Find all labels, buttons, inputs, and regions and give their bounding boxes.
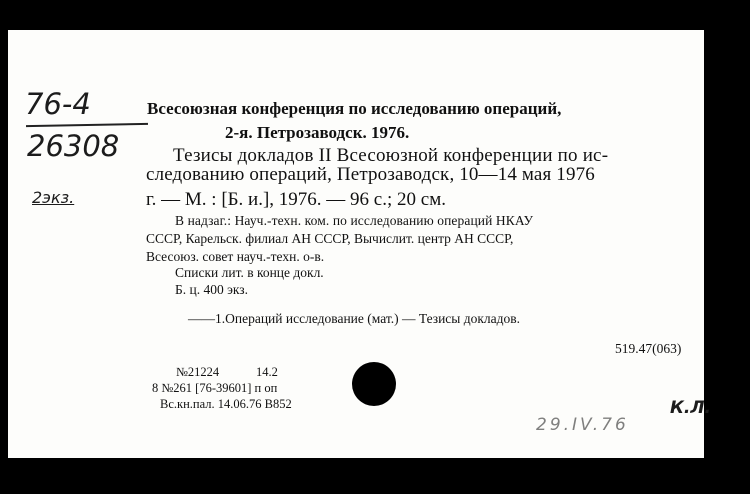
note-price: Б. ц. 400 экз. [175,282,248,297]
handwritten-copies: 2экз. [32,188,75,207]
handwritten-mark: К.Л. [670,398,711,418]
heading-line-1: Всесоюзная конференция по исследованию операций, [147,99,562,118]
classification-number: 519.47(063) [615,341,682,356]
catalog-card [8,30,711,458]
punch-hole [352,362,396,406]
note-line-3: Всесоюз. совет науч.-техн. о-в. [146,249,325,264]
body-line-3: г. — М. : [Б. и.], 1976. — 96 с.; 20 см. [146,189,446,210]
body-line-1: Тезисы докладов II Всесоюзной конференции по ис- [173,145,609,166]
handwritten-code-bottom: 26308 [27,129,120,163]
book-chamber-line: Вс.кн.пал. 14.06.76 В852 [160,397,292,411]
subject-entry: ——1.Операций исследование (мат.) — Тезисы докладов. [188,311,521,326]
registry-number: №21224 [176,365,220,379]
note-line-2: СССР, Карельск. филиал АН СССР, Вычислит. центр АН СССР, [146,231,514,246]
handwritten-date: 29.IV.76 [536,415,629,435]
order-line: 8 №261 [76-39601] п оп [152,381,278,395]
handwritten-divider [26,123,148,127]
heading-line-2: 2-я. Петрозаводск. 1976. [225,123,410,142]
note-line-1: В надзаг.: Науч.-техн. ком. по исследованию операций НКАУ [175,213,534,228]
registry-code: 14.2 [256,365,278,379]
body-line-2: следованию операций, Петрозаводск, 10—14 мая 1976 [146,164,595,185]
note-bibliography: Списки лит. в конце докл. [175,265,324,280]
handwritten-code-top: 76-4 [25,87,91,121]
